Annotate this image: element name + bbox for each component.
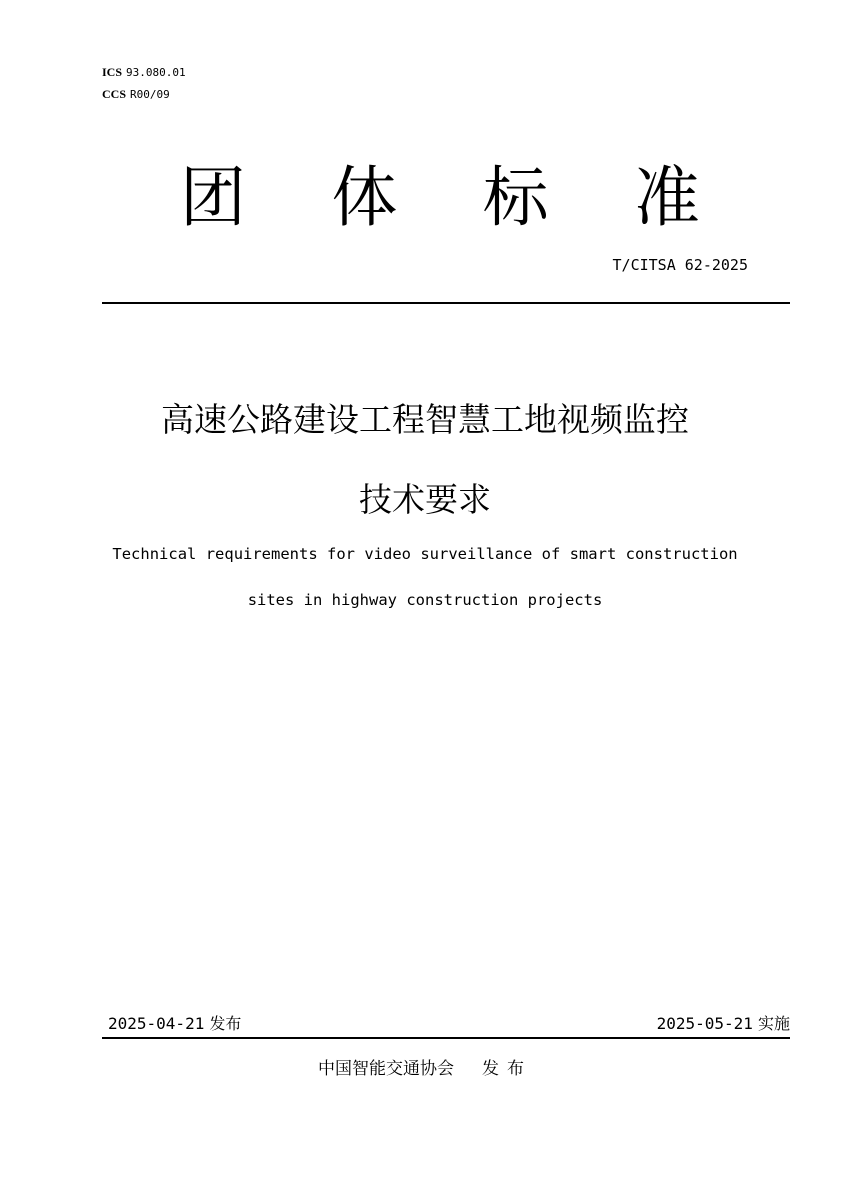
doc-type-char: 体 bbox=[331, 159, 398, 236]
ics-classification bbox=[102, 64, 186, 81]
publish-date: 2025-04-21 bbox=[108, 1014, 205, 1033]
document-type-title bbox=[180, 158, 700, 238]
chinese-title-line-1: 高速公路建设工程智慧工地视频监控 bbox=[161, 400, 689, 439]
english-title-line-1: Technical requirements for video surveillance of smart construction bbox=[112, 545, 738, 563]
doc-type-char: 团 bbox=[180, 159, 246, 236]
publisher-issue-label: 发布 bbox=[482, 1059, 532, 1079]
effective-date: 2025-05-21 bbox=[656, 1014, 753, 1033]
publisher-name: 中国智能交通协会 bbox=[318, 1059, 454, 1079]
ccs-label: CCS bbox=[102, 87, 127, 101]
publish-label: 发布 bbox=[209, 1014, 242, 1033]
ccs-value: R00/09 bbox=[130, 88, 170, 101]
standard-number: T/CITSA 62-2025 bbox=[612, 256, 748, 274]
doc-type-char: 标 bbox=[482, 159, 549, 236]
chinese-title-line-2: 技术要求 bbox=[359, 480, 491, 519]
header-divider bbox=[102, 302, 790, 304]
effective-label: 实施 bbox=[757, 1014, 790, 1033]
ics-value: 93.080.01 bbox=[126, 66, 186, 79]
ccs-classification bbox=[102, 86, 170, 103]
english-title-line-2: sites in highway construction projects bbox=[247, 591, 603, 609]
ics-label: ICS bbox=[102, 65, 123, 79]
footer-divider bbox=[102, 1037, 790, 1039]
doc-type-char: 准 bbox=[633, 159, 700, 236]
publish-date-line bbox=[108, 1013, 241, 1035]
effective-date-line bbox=[657, 1013, 790, 1035]
publisher-line bbox=[0, 1057, 850, 1081]
